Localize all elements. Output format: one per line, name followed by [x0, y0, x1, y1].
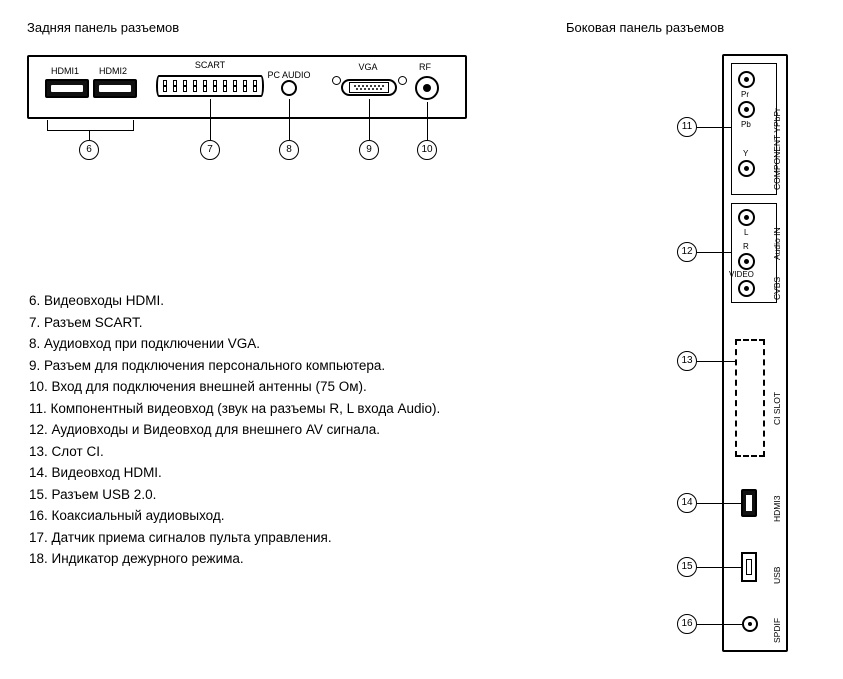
description-list [29, 290, 529, 570]
rear-pcaudio-label: PC AUDIO [267, 70, 311, 80]
side-usb-label: USB [772, 566, 782, 584]
component-pb-pin [744, 107, 749, 112]
video-in-jack[interactable] [738, 280, 755, 297]
rf-jack-pin [423, 84, 431, 92]
callout-7: 7 [200, 140, 220, 160]
vga-pin-block [349, 82, 389, 93]
rear-scart-label: SCART [194, 60, 226, 70]
callout-6-leader [89, 130, 90, 140]
callout-8: 8 [279, 140, 299, 160]
callout-8-leader [289, 99, 290, 140]
callout-7-leader [210, 99, 211, 140]
side-spdif-label: SPDIF [772, 617, 782, 643]
rear-hdmi2-label: HDMI2 [98, 66, 127, 76]
side-hdmi3-port[interactable] [741, 489, 757, 517]
video-in-pin [744, 286, 749, 291]
rear-rf-jack[interactable] [415, 76, 439, 100]
side-spdif-jack[interactable] [742, 616, 758, 632]
rear-scart-port[interactable] [156, 75, 264, 97]
ci-slot[interactable] [735, 339, 765, 457]
rear-panel-heading: Задняя панель разъемов [27, 20, 180, 35]
description-item-14: 14. Видеовход HDMI. [29, 465, 162, 480]
callout-10: 10 [417, 140, 437, 160]
ci-slot-label: CI SLOT [772, 391, 782, 425]
callout-15: 15 [677, 557, 697, 577]
description-item-7: 7. Разъем SCART. [29, 314, 143, 330]
rear-hdmi1-port[interactable] [45, 79, 89, 98]
callout-13-leader [697, 361, 735, 362]
description-item-12: 12. Аудиовходы и Видеовход для внешнего AV сигнала. [29, 422, 380, 437]
description-item-6: 6. Видеовходы HDMI. [29, 293, 165, 308]
audio-in-r-label: R [743, 242, 749, 251]
scart-pins [163, 80, 257, 92]
description-item-18: 18. Индикатор дежурного режима. [29, 551, 244, 566]
callout-9-leader [369, 99, 370, 140]
callout-16: 16 [677, 614, 697, 634]
rear-hdmi2-port[interactable] [93, 79, 137, 98]
cvbs-label: CVBS [772, 276, 782, 300]
callout-11: 11 [677, 117, 697, 137]
audio-in-l-jack[interactable] [738, 209, 755, 226]
description-item-11: 11. Компонентный видеовход (звук на разъемы R, L входа Audio). [29, 400, 441, 416]
callout-11-leader [697, 127, 731, 128]
hdmi-group-bracket [47, 120, 134, 131]
spdif-pin [748, 622, 752, 626]
callout-6: 6 [79, 140, 99, 160]
audio-in-group-label: Audio IN [772, 227, 782, 260]
side-hdmi3-label: HDMI3 [772, 495, 782, 522]
description-item-17: 17. Датчик приема сигналов пульта управления. [29, 529, 332, 545]
component-y-pin [744, 166, 749, 171]
rear-rf-label: RF [419, 62, 431, 72]
rear-hdmi1-label: HDMI1 [50, 66, 79, 76]
callout-10-leader [427, 102, 428, 140]
component-pb-label: Pb [741, 120, 751, 129]
description-item-13: 13. Слот CI. [29, 443, 104, 459]
description-item-16: 16. Коаксиальный аудиовыход. [29, 508, 225, 523]
callout-15-leader [697, 567, 741, 568]
description-item-15: 15. Разъем USB 2.0. [29, 486, 157, 502]
component-pr-jack[interactable] [738, 71, 755, 88]
audio-in-l-label: L [744, 228, 749, 237]
vga-left-screw-icon [332, 76, 341, 85]
callout-9: 9 [359, 140, 379, 160]
description-item-10: 10. Вход для подключения внешней антенны (75 Ом). [29, 379, 367, 394]
component-y-jack[interactable] [738, 160, 755, 177]
audio-in-r-pin [744, 259, 749, 264]
audio-in-r-jack[interactable] [738, 253, 755, 270]
component-pb-jack[interactable] [738, 101, 755, 118]
component-pr-pin [744, 77, 749, 82]
side-panel-heading: Боковая панель разъемов [566, 20, 725, 35]
side-usb-port[interactable] [741, 552, 757, 582]
callout-13: 13 [677, 351, 697, 371]
video-in-label: VIDEO [729, 270, 754, 279]
description-item-9: 9. Разъем для подключения персонального компьютера. [29, 357, 386, 373]
component-group-label: COMPONENT YPbPr [772, 108, 782, 190]
rear-vga-port[interactable] [341, 79, 397, 96]
description-item-8: 8. Аудиовход при подключении VGA. [29, 336, 261, 351]
callout-14: 14 [677, 493, 697, 513]
component-y-label: Y [743, 149, 749, 158]
rear-pcaudio-jack[interactable] [281, 80, 297, 96]
callout-12-leader [697, 252, 731, 253]
vga-right-screw-icon [398, 76, 407, 85]
callout-14-leader [697, 503, 741, 504]
callout-16-leader [697, 624, 742, 625]
audio-in-l-pin [744, 215, 749, 220]
callout-12: 12 [677, 242, 697, 262]
component-pr-label: Pr [741, 90, 749, 99]
rear-vga-label: VGA [358, 62, 378, 72]
